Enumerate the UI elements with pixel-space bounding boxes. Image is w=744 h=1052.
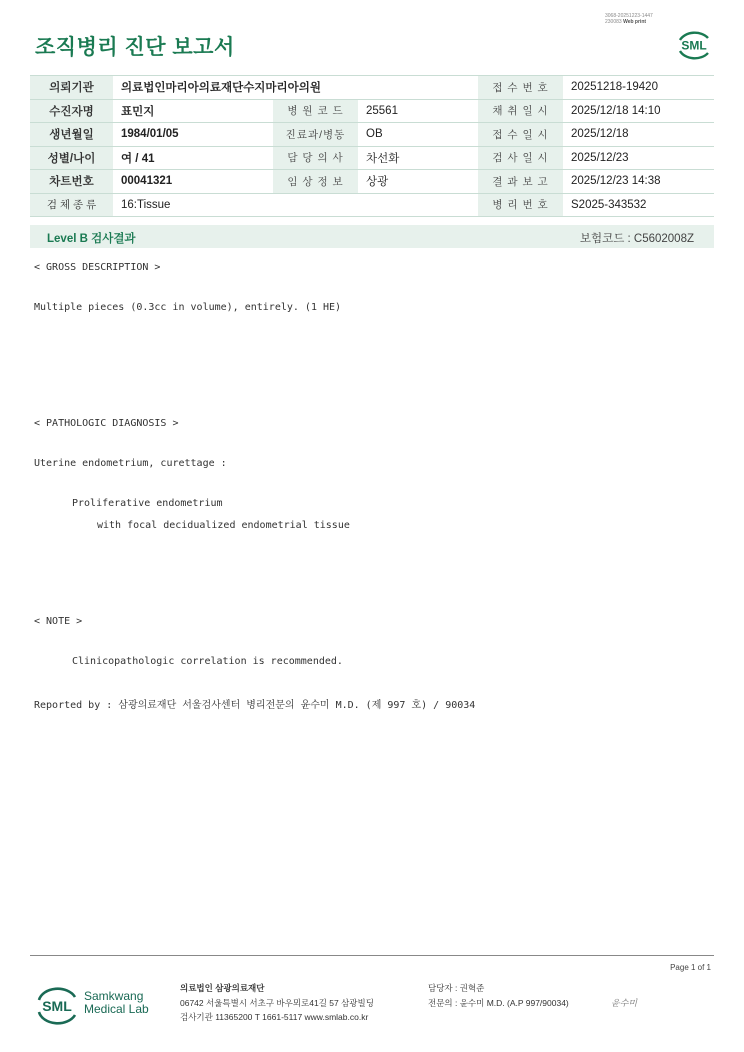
- sml-footer-logo-icon: [35, 982, 79, 1026]
- table-row: [30, 146, 714, 170]
- page-number: Page 1 of 1: [670, 963, 711, 972]
- value-department: OB: [358, 123, 478, 147]
- label-receipt-no: 접 수 번 호: [478, 76, 563, 100]
- label-birthdate: 생년월일: [30, 123, 113, 147]
- table-row: [30, 99, 714, 123]
- print-meta-id: 3068-20251223-1447: [605, 13, 653, 19]
- value-patient-name: 표민지: [113, 99, 273, 123]
- value-chart-no: 00041321: [113, 170, 273, 194]
- footer-divider: [30, 955, 714, 956]
- table-row: [30, 76, 714, 100]
- value-receipt-no: 20251218-19420: [563, 76, 714, 100]
- value-hospital-code: 25561: [358, 99, 478, 123]
- level-label: Level B 검사결과: [47, 233, 136, 245]
- label-chart-no: 차트번호: [30, 170, 113, 194]
- reported-by: Reported by : 삼광의료재단 서울검사센터 병리전문의 윤수미 M.D. (제 997 호) / 90034: [34, 700, 476, 711]
- address-text: 06742 서울특별시 서초구 바우뫼로41길 57 삼광빌딩: [180, 997, 374, 1008]
- label-pathology-no: 병 리 번 호: [478, 193, 563, 217]
- value-birthdate: 1984/01/05: [113, 123, 273, 147]
- patient-info-table: [30, 75, 714, 217]
- signature: 윤수미: [611, 998, 638, 1008]
- label-specimen-type: 검 체 종 류: [30, 193, 113, 217]
- print-meta-mode: Web print: [623, 19, 647, 25]
- diagnosis-site: Uterine endometrium, curettage :: [34, 458, 227, 469]
- value-doctor: 차선화: [358, 146, 478, 170]
- sml-logo-icon: [674, 26, 714, 62]
- org-name: 의료법인 삼광의료재단: [180, 983, 265, 993]
- footer-staff: [428, 981, 569, 1010]
- label-exam-date: 검 사 일 시: [478, 146, 563, 170]
- label-requester: 의뢰기관: [30, 76, 113, 100]
- note-heading: < NOTE >: [34, 616, 83, 627]
- brand-name: [84, 990, 149, 1016]
- value-collect-date: 2025/12/18 14:10: [563, 99, 714, 123]
- value-requester: 의료법인마리아의료재단수지마리아의원: [113, 76, 478, 100]
- level-bar: [30, 225, 714, 248]
- label-sex-age: 성별/나이: [30, 146, 113, 170]
- value-exam-date: 2025/12/23: [563, 146, 714, 170]
- brand-line-2: Medical Lab: [84, 1002, 149, 1016]
- gross-text: Multiple pieces (0.3cc in volume), entirely. (1 HE): [34, 302, 342, 313]
- table-row: [30, 170, 714, 194]
- label-result-report: 결 과 보 고: [478, 170, 563, 194]
- label-hospital-code: 병 원 코 드: [273, 99, 358, 123]
- label-receipt-date: 접 수 일 시: [478, 123, 563, 147]
- diagnosis-line-2: with focal decidualized endometrial tissue: [97, 520, 350, 531]
- contact-text: 검사기관 11365200 T 1661-5117 www.smlab.co.kr: [180, 1012, 369, 1022]
- gross-heading: < GROSS DESCRIPTION >: [34, 262, 161, 273]
- diagnosis-line-1: Proliferative endometrium: [72, 498, 223, 509]
- footer-address: [180, 981, 374, 1025]
- specialist-text: 전문의 : 윤수미 M.D. (A.P 997/90034): [428, 997, 569, 1008]
- diagnosis-heading: < PATHOLOGIC DIAGNOSIS >: [34, 418, 179, 429]
- brand-line-1: Samkwang: [84, 989, 144, 1003]
- table-row: [30, 123, 714, 147]
- value-clinical-info: 상광: [358, 170, 478, 194]
- print-meta-code: 230083: [605, 19, 622, 25]
- value-specimen-type: 16:Tissue: [113, 193, 478, 217]
- label-doctor: 담 당 의 사: [273, 146, 358, 170]
- insurance-code: 보험코드 : C5602008Z: [579, 233, 694, 245]
- value-pathology-no: S2025-343532: [563, 193, 714, 217]
- note-text: Clinicopathologic correlation is recommended.: [72, 656, 343, 667]
- label-department: 진료과/병동: [273, 123, 358, 147]
- manager-text: 담당자 : 권혁준: [428, 983, 485, 993]
- value-result-report: 2025/12/23 14:38: [563, 170, 714, 194]
- report-title: 조직병리 진단 보고서: [35, 36, 235, 59]
- table-row: [30, 193, 714, 217]
- sml-footer-logo-text: SML: [42, 998, 72, 1014]
- print-meta: [605, 13, 653, 25]
- label-patient-name: 수진자명: [30, 99, 113, 123]
- label-collect-date: 채 취 일 시: [478, 99, 563, 123]
- label-clinical-info: 임 상 정 보: [273, 170, 358, 194]
- sml-logo-text: SML: [681, 38, 707, 53]
- value-sex-age: 여 / 41: [113, 146, 273, 170]
- value-receipt-date: 2025/12/18: [563, 123, 714, 147]
